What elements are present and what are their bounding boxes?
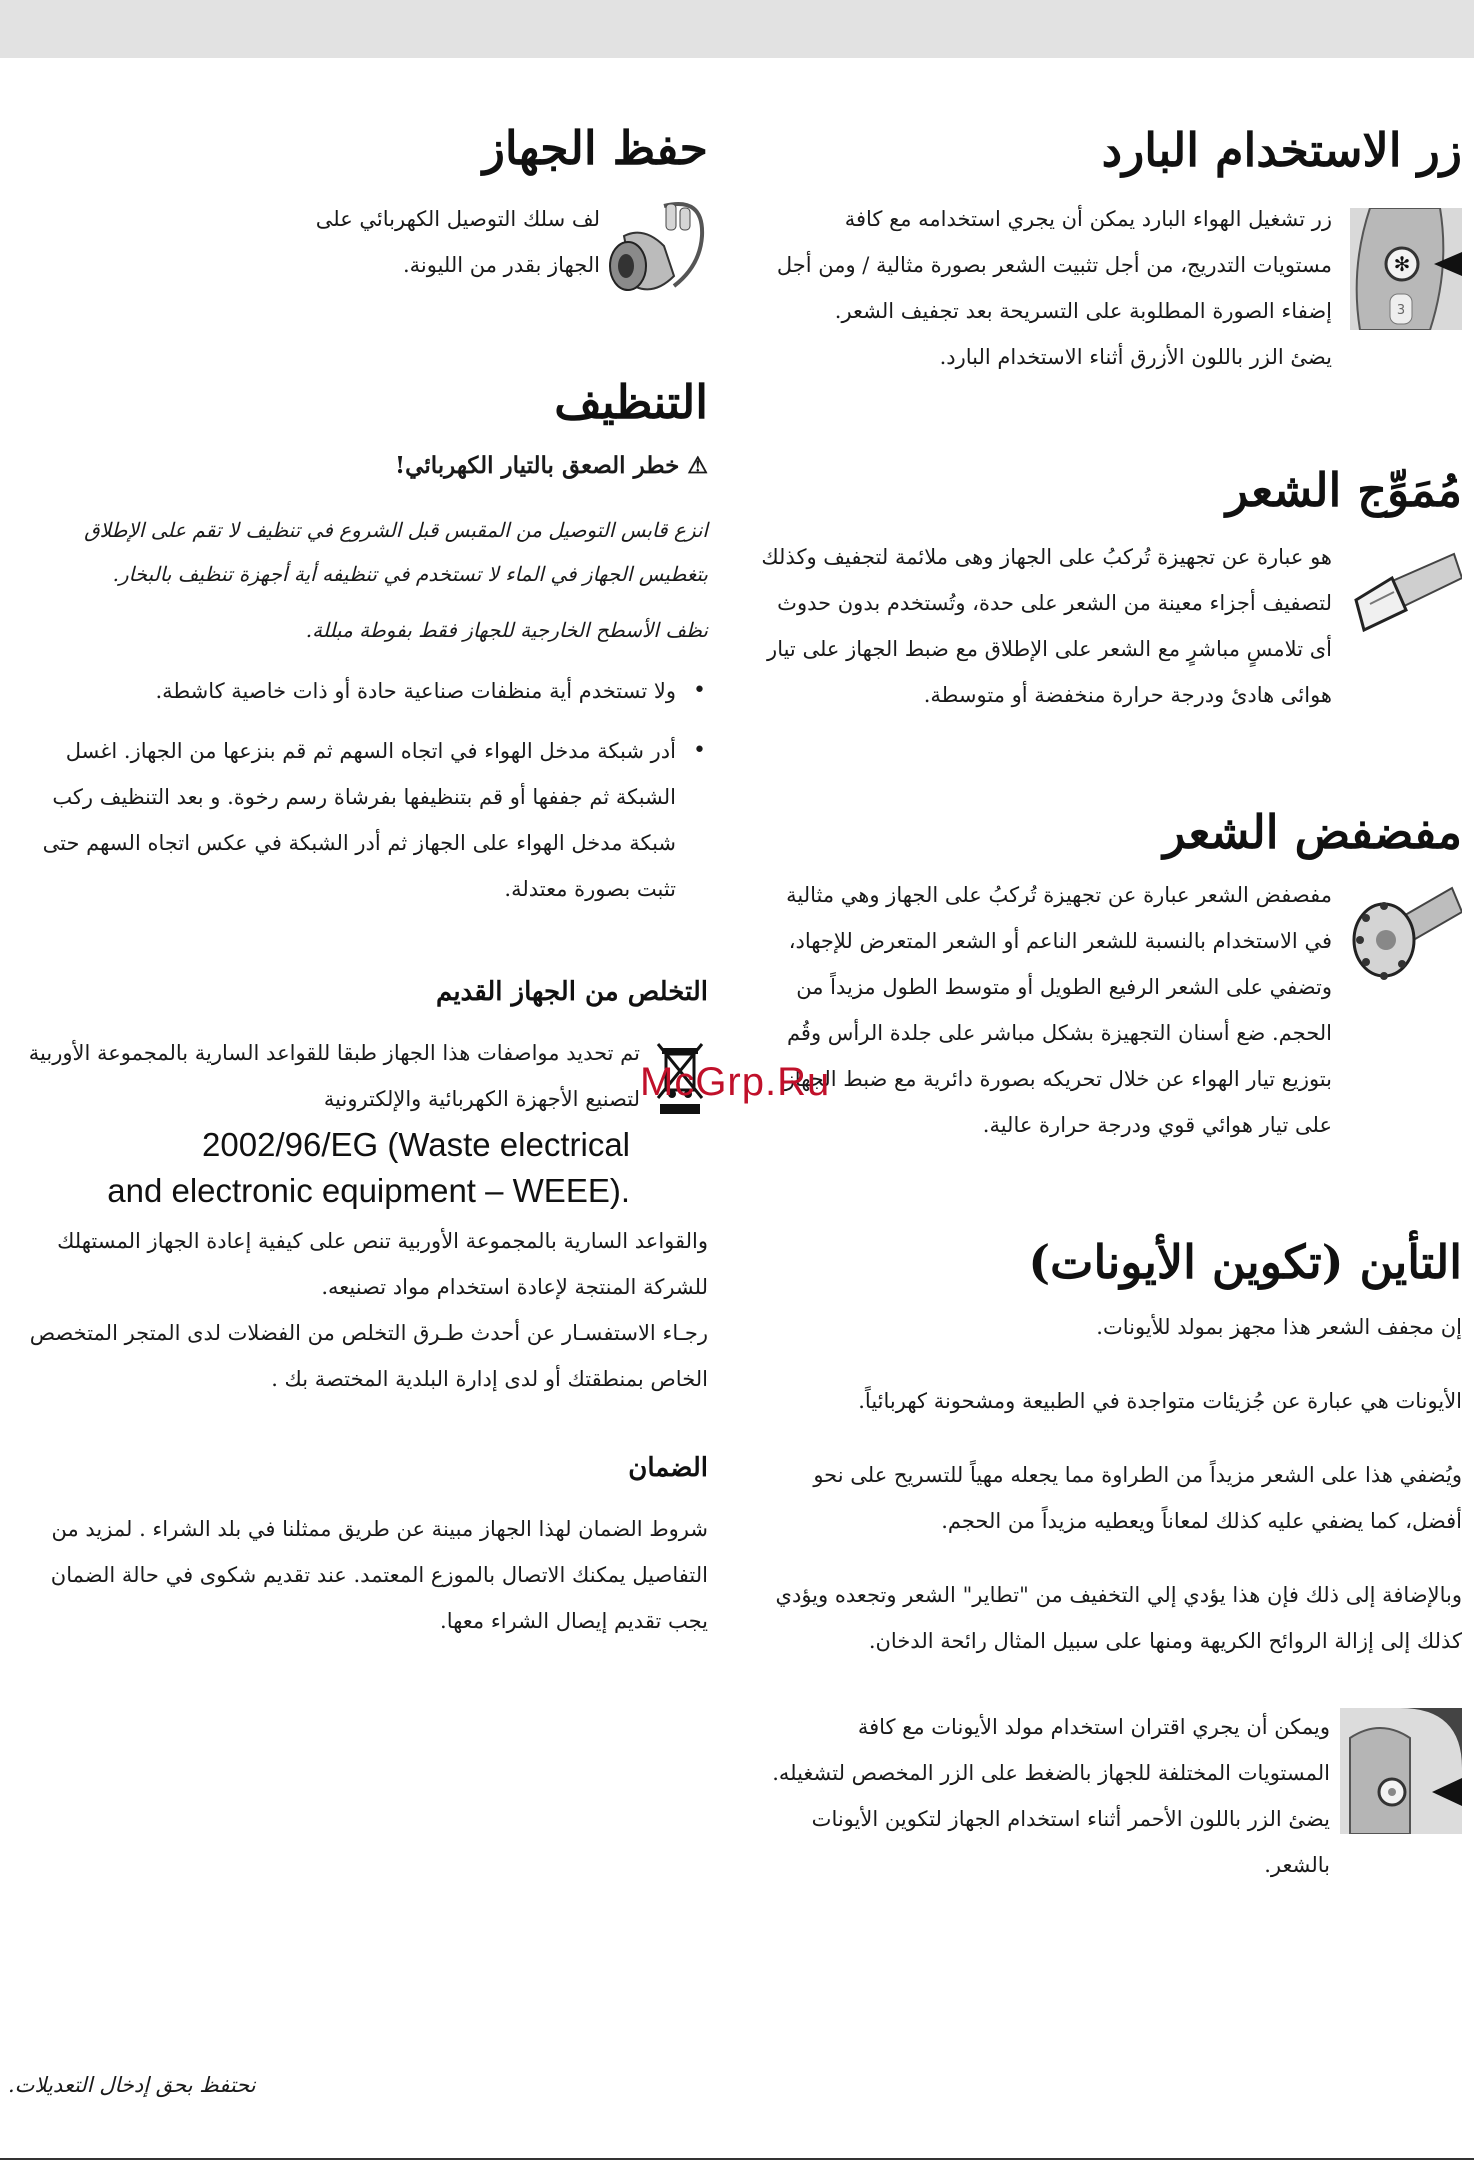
ion-button-text: ويمكن أن يجري اقتران استخدام مولد الأيونات مع كافة المستويات المختلفة للجهاز بالضغط على الزر المخصص لتشغيله. يضئ الزر باللون الأحمر أثناء استخدام الجهاز لتكوين الأيونات بالشعر. (772, 1715, 1330, 1877)
heading-diffuser: مفضفض الشعر (1163, 805, 1462, 859)
heading-cool-shot: زر الاستخدام البارد (1101, 123, 1462, 177)
storage-text: لف سلك التوصيل الكهربائي على الجهاز بقدر من الليونة. (315, 207, 600, 277)
heading-disposal: التخلص من الجهاز القديم (436, 977, 708, 1007)
bottom-rule (0, 2158, 1474, 2160)
list-item: • أدر شبكة مدخل الهواء في اتجاه السهم ثم قم بنزعها من الجهاز. اغسل الشبكة ثم جففها أو قم بتنظيفها بفرشاة رسم رخوة. و بعد التنظيف ركب شبكة مدخل الهواء على الجهاز ثم أدر الشبكة في عكس اتجاه السهم حتى تثبت بصورة معتدلة. (18, 728, 676, 912)
top-gray-band (0, 0, 1474, 58)
waver-text: هو عبارة عن تجهيزة تُركبُ على الجهاز وهى ملائمة لتجفيف وكذلك لتصفيف أجزاء معينة من الشعر على حدة، وتُستخدم بدون حدوث أى تلامسٍ مباشرٍ مع الشعر على الإطلاق مع ضبط الجهاز على تيار هوائى هادئ ودرجة حرارة منخفضة أو متوسطة. (761, 545, 1332, 707)
cleaning-bullets (18, 668, 708, 912)
cleaning-italic-text: انزع قابس التوصيل من المقبس قبل الشروع في تنظيف لا تقم على الإطلاق بتغطيس الجهاز في الماء لا تستخدم في تنظيفه أية أجهزة تنظيف بالبخار. نظف الأسطح الخارجية للجهاز فقط بفوطة مبللة. (84, 518, 708, 642)
svg-text:3: 3 (1396, 303, 1406, 318)
heading-ionization: التأين (تكوين الأيونات) (1028, 1235, 1462, 1289)
heading-cleaning: التنظيف (554, 375, 708, 429)
footnote: نحتفظ بحق إدخال التعديلات. (8, 2073, 256, 2097)
waver-nozzle-illustration (1350, 548, 1462, 638)
cool-button-illustration (1350, 208, 1462, 330)
heading-storage: حفظ الجهاز (482, 121, 708, 175)
svg-text:✻: ✻ (1393, 252, 1411, 276)
diffuser-text: مفصفض الشعر عبارة عن تجهيزة تُركبُ على الجهاز وهي مثالية في الاستخدام بالنسبة للشعر الناعم أو الشعر المتعرض للإجهاد، وتضفي على الشعر الرفيع الطويل أو متوسط الطول مزيداً من الحجم. ضع أسنان التجهيزة بشكل مباشر على جلدة الرأس وقُم بتوزيع تيار الهواء عن خلال تحريكه بصورة دائرية مع ضبط الجهاز على تيار هوائي قوي ودرجة حرارة عالية. (784, 883, 1332, 1137)
storage-cord-illustration (604, 196, 714, 308)
heading-warranty: الضمان (628, 1453, 708, 1483)
diffuser-illustration (1344, 884, 1462, 994)
list-item: • ولا تستخدم أية منظفات صناعية حادة أو ذات خاصية كاشطة. (18, 668, 676, 714)
warranty-text: شروط الضمان لهذا الجهاز مبينة عن طريق ممثلنا في بلد الشراء . لمزيد من التفاصيل يمكنك الاتصال بالموزع المعتمد. عند تقديم شكوى في حالة الضمان يجب تقديم إيصال الشراء معها. (50, 1517, 708, 1633)
cool-shot-text: زر تشغيل الهواء البارد يمكن أن يجري استخدامه مع كافة مستويات التدريج، من أجل تثبيت الشعر بصورة مثالية / ومن أجل إضفاء الصورة المطلوبة على التسريحة بعد تجفيف الشعر. يضئ الزر باللون الأزرق أثناء الاستخدام البارد. (776, 207, 1332, 369)
ion-button-illustration (1340, 1708, 1462, 1834)
bullet-icon: • (693, 678, 706, 703)
disposal-text-2: والقواعد السارية بالمجموعة الأوربية تنص على كيفية إعادة الجهاز المستهلك للشركة المنتجة لإعادة استخدام مواد تصنيعه. رجـاء الاستفسـار عن أحدث طـرق التخلص من الفضلات لدى المتجر المتخصص الخاص بمنطقتك أو لدى إدارة البلدية المختصة بك . (29, 1229, 708, 1391)
watermark: McGrp.Ru (640, 1060, 831, 1104)
warning-triangle-icon: ⚠ (687, 452, 708, 479)
shock-warning: ⚠ خطر الصعق بالتيار الكهربائي! (395, 452, 708, 479)
weee-directive-line-1: 2002/96/EG (Waste electrical (202, 1126, 630, 1163)
disposal-text-1: تم تحديد مواصفات هذا الجهاز طبقا للقواعد السارية بالمجموعة الأوربية لتصنيع الأجهزة الكهربائية والإلكترونية (28, 1041, 640, 1111)
heading-hair-waver: مُمَوِّج الشعر (1225, 463, 1462, 517)
weee-directive-line-2: and electronic equipment – WEEE). (107, 1172, 630, 1209)
ion-text: إن مجفف الشعر هذا مجهز بمولد للأيونات. الأيونات هي عبارة عن جُزيئات متواجدة في الطبيعة ومشحونة كهربائياً. ويُضفي هذا على الشعر مزيداً من الطراوة مما يجعله مهياً للتسريح على نحو أفضل، كما يضفي عليه كذلك لمعاناً ويعطيه مزيداً من الحجم. وبالإضافة إلى ذلك فإن هذا يؤدي إلي التخفيف من "تطاير" الشعر وتجعده ويؤدي كذلك إلى إزالة الروائح الكريهة ومنها على سبيل المثال رائحة الدخان. (775, 1315, 1462, 1653)
bullet-icon: • (693, 738, 706, 763)
